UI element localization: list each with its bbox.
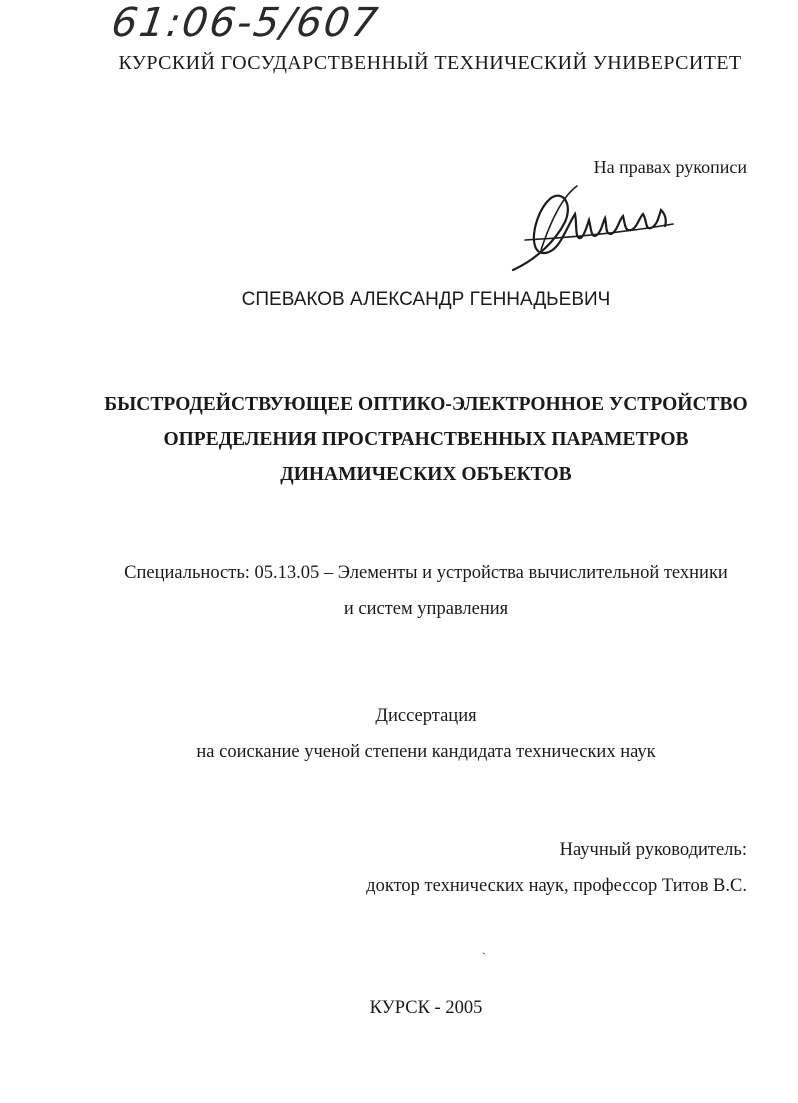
- title-line: ОПРЕДЕЛЕНИЯ ПРОСТРАНСТВЕННЫХ ПАРАМЕТРОВ: [163, 429, 689, 450]
- degree-line: на соискание ученой степени кандидата технических наук: [196, 742, 656, 762]
- city-year: КУРСК - 2005: [369, 998, 483, 1018]
- archive-stamp: 61:06-5/607: [108, 0, 383, 46]
- supervisor-name: доктор технических наук, профессор Титов В.С.: [366, 876, 747, 896]
- author-signature: [505, 180, 680, 280]
- title-line: БЫСТРОДЕЙСТВУЮЩЕЕ ОПТИКО-ЭЛЕКТРОННОЕ УСТРОЙСТВО: [104, 394, 748, 415]
- supervisor-block: [366, 832, 747, 904]
- specialty: [0, 555, 798, 627]
- specialty-line: и систем управления: [343, 599, 509, 619]
- author-name: СПЕВАКОВ АЛЕКСАНДР ГЕННАДЬЕВИЧ: [241, 289, 611, 310]
- signature-scribble: [505, 180, 680, 275]
- supervisor-label: Научный руководитель:: [559, 840, 747, 860]
- stray-mark: `: [482, 950, 486, 964]
- manuscript-note: На правах рукописи: [593, 157, 747, 177]
- university-name: КУРСКИЙ ГОСУДАРСТВЕННЫЙ ТЕХНИЧЕСКИЙ УНИВЕРСИТЕТ: [118, 52, 742, 74]
- title-line: ДИНАМИЧЕСКИХ ОБЪЕКТОВ: [280, 464, 572, 485]
- degree-statement: [0, 698, 798, 770]
- degree-line: Диссертация: [375, 706, 477, 726]
- specialty-line: Специальность: 05.13.05 – Элементы и устройства вычислительной техники: [124, 563, 728, 583]
- dissertation-title: [0, 387, 798, 492]
